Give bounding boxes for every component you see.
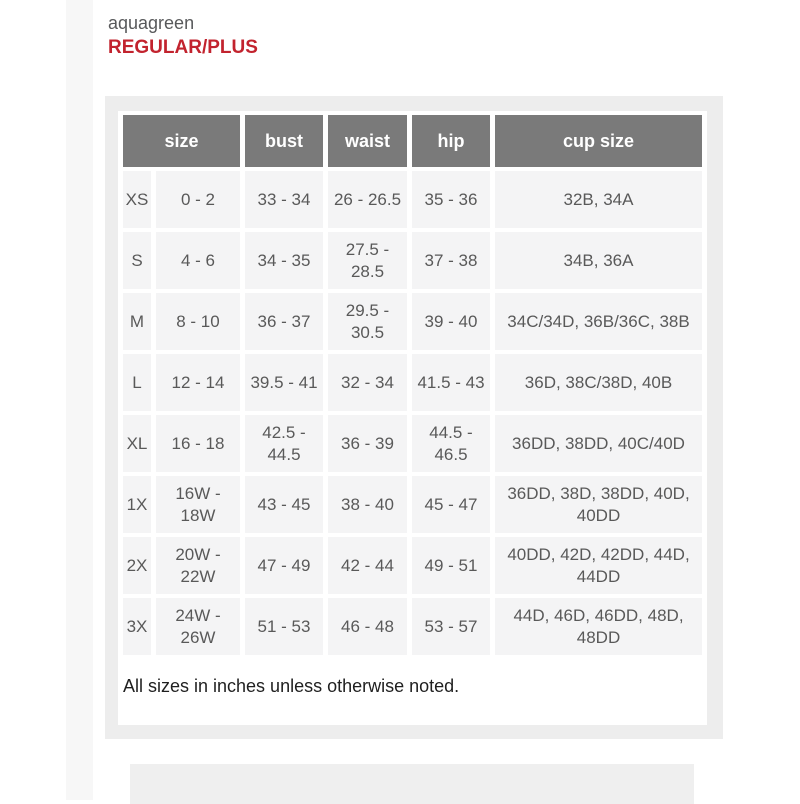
cell-size-label: 2X — [123, 537, 151, 594]
cell-bust: 34 - 35 — [245, 232, 323, 289]
cell-hip: 39 - 40 — [412, 293, 490, 350]
size-chart-table-wrap — [118, 111, 707, 725]
left-gutter-stripe — [66, 0, 93, 800]
table-row — [123, 415, 702, 472]
table-header-row — [123, 115, 702, 167]
cell-bust: 43 - 45 — [245, 476, 323, 533]
table-row — [123, 598, 702, 655]
cell-waist: 46 - 48 — [328, 598, 407, 655]
cell-waist: 26 - 26.5 — [328, 171, 407, 228]
cell-bust: 39.5 - 41 — [245, 354, 323, 411]
header-cup-size: cup size — [495, 115, 702, 167]
cell-cup-size: 36DD, 38DD, 40C/40D — [495, 415, 702, 472]
cell-size-label: XS — [123, 171, 151, 228]
cell-size-range: 20W - 22W — [156, 537, 240, 594]
cell-size-range: 0 - 2 — [156, 171, 240, 228]
cell-waist: 36 - 39 — [328, 415, 407, 472]
cell-hip: 53 - 57 — [412, 598, 490, 655]
cell-size-range: 4 - 6 — [156, 232, 240, 289]
cell-size-range: 8 - 10 — [156, 293, 240, 350]
cell-size-label: S — [123, 232, 151, 289]
cell-bust: 33 - 34 — [245, 171, 323, 228]
cell-size-range: 24W - 26W — [156, 598, 240, 655]
cell-hip: 41.5 - 43 — [412, 354, 490, 411]
cell-cup-size: 36DD, 38D, 38DD, 40D, 40DD — [495, 476, 702, 533]
cell-hip: 49 - 51 — [412, 537, 490, 594]
units-note: All sizes in inches unless otherwise noted. — [123, 676, 460, 696]
cell-cup-size: 44D, 46D, 46DD, 48D, 48DD — [495, 598, 702, 655]
next-section-bar — [130, 764, 694, 804]
cell-bust: 51 - 53 — [245, 598, 323, 655]
cell-size-label: M — [123, 293, 151, 350]
cell-bust: 42.5 - 44.5 — [245, 415, 323, 472]
table-row — [123, 476, 702, 533]
cell-cup-size: 32B, 34A — [495, 171, 702, 228]
size-chart-card — [105, 96, 723, 739]
page-title: REGULAR/PLUS — [108, 37, 258, 58]
brand-name: aquagreen — [108, 13, 195, 33]
header-size: size — [123, 115, 240, 167]
cell-size-range: 12 - 14 — [156, 354, 240, 411]
cell-size-label: 1X — [123, 476, 151, 533]
size-chart-table — [118, 111, 707, 659]
cell-cup-size: 34C/34D, 36B/36C, 38B — [495, 293, 702, 350]
cell-bust: 47 - 49 — [245, 537, 323, 594]
cell-cup-size: 34B, 36A — [495, 232, 702, 289]
table-row — [123, 171, 702, 228]
table-row — [123, 293, 702, 350]
cell-hip: 37 - 38 — [412, 232, 490, 289]
cell-hip: 45 - 47 — [412, 476, 490, 533]
cell-waist: 38 - 40 — [328, 476, 407, 533]
size-table-body — [123, 171, 702, 655]
header-waist: waist — [328, 115, 407, 167]
header-hip: hip — [412, 115, 490, 167]
cell-cup-size: 40DD, 42D, 42DD, 44D, 44DD — [495, 537, 702, 594]
cell-bust: 36 - 37 — [245, 293, 323, 350]
cell-size-label: 3X — [123, 598, 151, 655]
table-row — [123, 354, 702, 411]
cell-size-label: XL — [123, 415, 151, 472]
table-row — [123, 537, 702, 594]
cell-hip: 35 - 36 — [412, 171, 490, 228]
cell-waist: 29.5 - 30.5 — [328, 293, 407, 350]
cell-hip: 44.5 - 46.5 — [412, 415, 490, 472]
cell-waist: 42 - 44 — [328, 537, 407, 594]
cell-cup-size: 36D, 38C/38D, 40B — [495, 354, 702, 411]
cell-size-range: 16 - 18 — [156, 415, 240, 472]
cell-size-range: 16W - 18W — [156, 476, 240, 533]
cell-waist: 27.5 - 28.5 — [328, 232, 407, 289]
table-row — [123, 232, 702, 289]
cell-size-label: L — [123, 354, 151, 411]
header-bust: bust — [245, 115, 323, 167]
cell-waist: 32 - 34 — [328, 354, 407, 411]
